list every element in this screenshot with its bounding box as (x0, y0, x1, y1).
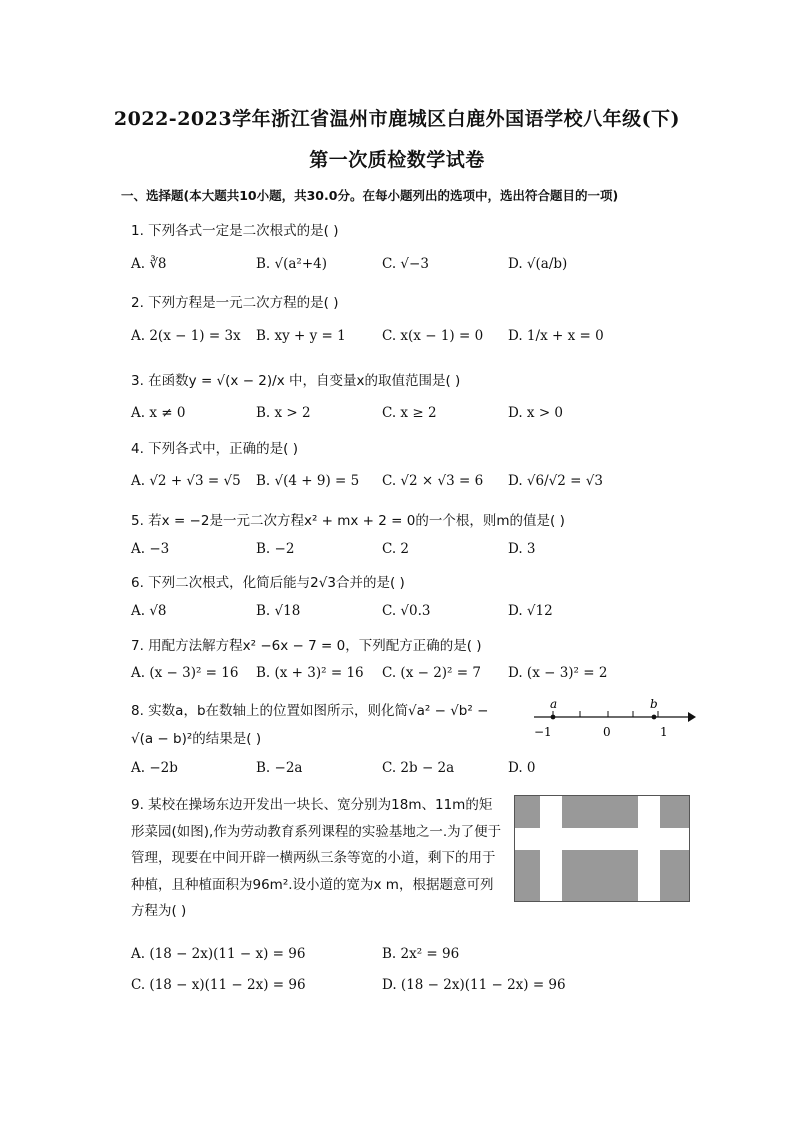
q6-option-a: A. √8 (131, 603, 167, 619)
tick-label-minus1: −1 (534, 725, 552, 739)
question-9-stem: 9. 某校在操场东边开发出一块长、宽分别为18m、11m的矩形菜园(如图),作为劳动教育系列课程的实验基地之一.为了便于管理，现要在中间开辟一横两纵三条等宽的小道，剩下的用于种植，且种植面积为96m².设小道的宽为x m，根据题意可列方程为( ) (131, 797, 502, 919)
q6-option-c: C. √0.3 (382, 603, 431, 619)
tick-label-0: 0 (603, 725, 611, 739)
point-a-dot (551, 715, 556, 720)
point-b-label: b (650, 697, 658, 711)
q3-option-d: D. x > 0 (508, 405, 564, 421)
number-line-figure (530, 696, 700, 742)
q6-option-b: B. √18 (256, 603, 301, 619)
q2-option-a: A. 2(x − 1) = 3x (131, 328, 241, 344)
q4-option-a: A. √2 + √3 = √5 (131, 473, 241, 489)
q8-option-a: A. −2b (131, 760, 178, 776)
horizontal-path (514, 828, 690, 850)
q5-option-d: D. 3 (508, 541, 536, 557)
q1-option-d: D. √(a/b) (508, 256, 568, 272)
q4-option-d: D. √6/√2 = √3 (508, 473, 603, 489)
question-6-stem: 6. 下列二次根式，化简后能与2√3合并的是( ) (131, 575, 405, 591)
q6-option-d: D. √12 (508, 603, 553, 619)
question-7-stem: 7. 用配方法解方程x² −6x − 7 = 0，下列配方正确的是( ) (131, 638, 482, 654)
question-2-stem: 2. 下列方程是一元二次方程的是( ) (131, 295, 339, 311)
q3-option-c: C. x ≥ 2 (382, 405, 437, 421)
q3-option-a: A. x ≠ 0 (131, 405, 186, 421)
q8-option-c: C. 2b − 2a (382, 760, 455, 776)
q1-option-a: A. ∛8 (131, 256, 167, 272)
question-1-stem: 1. 下列各式一定是二次根式的是( ) (131, 223, 339, 239)
q2-option-b: B. xy + y = 1 (256, 328, 346, 344)
garden-figure (514, 795, 690, 902)
q9-option-c: C. (18 − x)(11 − 2x) = 96 (131, 977, 306, 993)
q4-option-b: B. √(4 + 9) = 5 (256, 473, 360, 489)
q9-option-a: A. (18 − 2x)(11 − x) = 96 (131, 946, 306, 962)
number-line-arrow (688, 712, 696, 722)
q8-option-b: B. −2a (256, 760, 303, 776)
q5-option-b: B. −2 (256, 541, 295, 557)
q7-option-d: D. (x − 3)² = 2 (508, 665, 608, 681)
q1-option-c: C. √−3 (382, 256, 429, 272)
question-5-stem: 5. 若x = −2是一元二次方程x² + mx + 2 = 0的一个根，则m的值是( ) (131, 513, 565, 529)
question-3-stem: 3. 在函数y = √(x − 2)/x 中，自变量x的取值范围是( ) (131, 373, 461, 389)
q9-option-d: D. (18 − 2x)(11 − 2x) = 96 (382, 977, 566, 993)
q2-option-c: C. x(x − 1) = 0 (382, 328, 484, 344)
point-b-dot (652, 715, 657, 720)
q7-option-b: B. (x + 3)² = 16 (256, 665, 364, 681)
point-a-label: a (550, 697, 558, 711)
paper-title-line2: 第一次质检数学试卷 (309, 149, 485, 171)
question-8-stem: 8. 实数a，b在数轴上的位置如图所示，则化简√a² − √b² − √(a − b)²的结果是( ) (131, 703, 489, 747)
q7-option-a: A. (x − 3)² = 16 (131, 665, 239, 681)
section-heading: 一、选择题(本大题共10小题，共30.0分。在每小题列出的选项中，选出符合题目的一项) (121, 188, 619, 203)
tick-label-1: 1 (660, 725, 668, 739)
q1-option-b: B. √(a²+4) (256, 256, 328, 272)
q5-option-a: A. −3 (131, 541, 170, 557)
q2-option-d: D. 1/x + x = 0 (508, 328, 604, 344)
q5-option-c: C. 2 (382, 541, 410, 557)
paper-title-line1: 2022-2023学年浙江省温州市鹿城区白鹿外国语学校八年级(下) (113, 108, 681, 130)
q7-option-c: C. (x − 2)² = 7 (382, 665, 481, 681)
q8-option-d: D. 0 (508, 760, 536, 776)
question-4-stem: 4. 下列各式中，正确的是( ) (131, 441, 298, 457)
q9-option-b: B. 2x² = 96 (382, 946, 460, 962)
q4-option-c: C. √2 × √3 = 6 (382, 473, 484, 489)
q3-option-b: B. x > 2 (256, 405, 311, 421)
